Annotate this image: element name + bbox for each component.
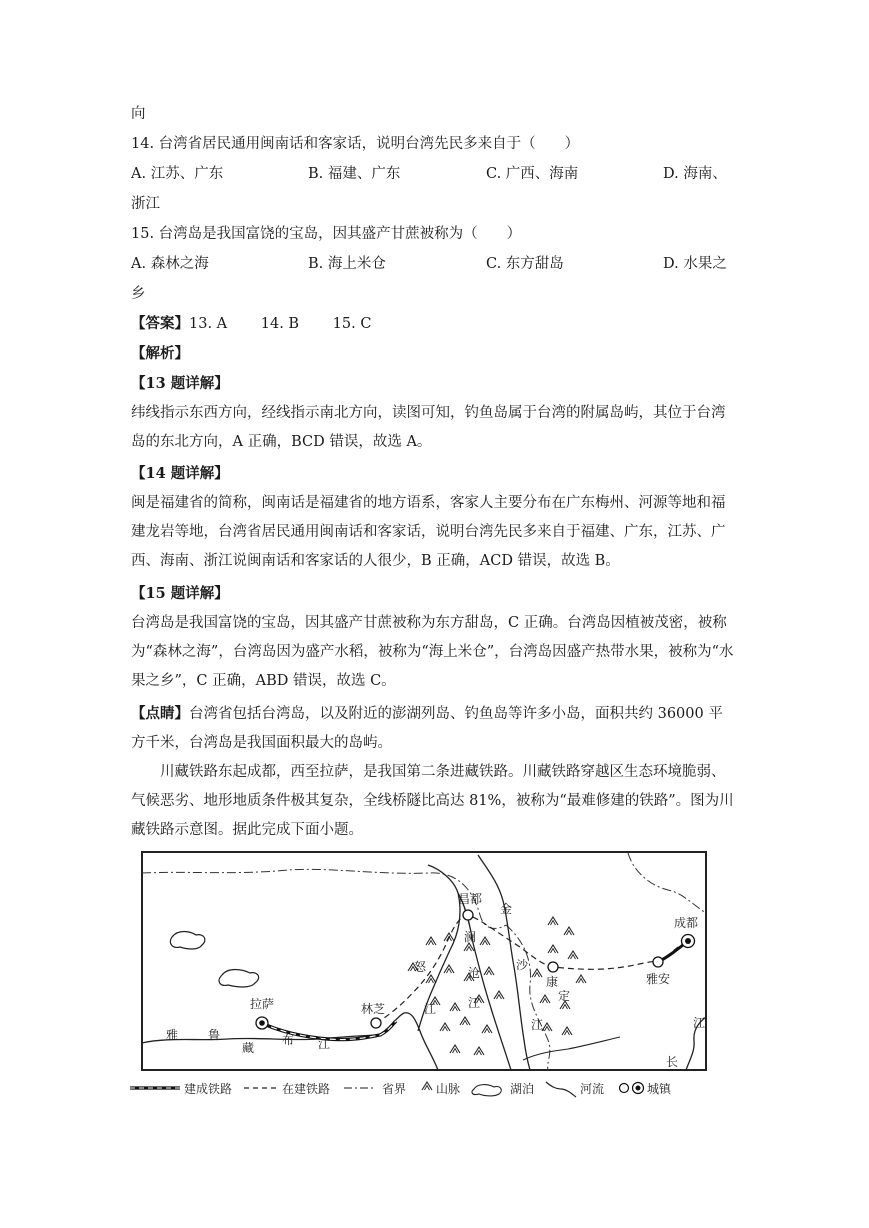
river-label-jinsha-2: 沙 [516, 958, 529, 972]
detail-13-label: 【13 题详解】 [131, 375, 229, 392]
lead-fragment: 向 [131, 106, 146, 122]
lake-2 [219, 970, 258, 988]
q14-option-a: A. 江苏、广东 [131, 166, 224, 182]
map-legend [130, 1081, 672, 1097]
city-label-changdu: 昌都 [458, 892, 483, 906]
q15-option-c: C. 东方甜岛 [486, 256, 564, 272]
answer-line [131, 314, 371, 334]
sichuan-tibet-railway-map [128, 845, 740, 1107]
legend-label-river: 河流 [580, 1082, 605, 1096]
legend-label-mountain: 山脉 [436, 1082, 461, 1096]
detail-15-text: 台湾岛是我国富饶的宝岛，因其盛产甘蔗被称为东方甜岛，C 正确。台湾岛因植被茂密，被称为“森林之海”，台湾岛因为盛产水稻，被称为“海上米仓”，台湾岛因盛产热带水果，被称为“水果之乡”，C 正确，ABD 错误，故选 C。 [131, 615, 734, 689]
detail-15-label: 【15 题详解】 [131, 585, 229, 602]
river-label-yangtze-1: 长 [666, 1055, 679, 1069]
legend-label-town: 城镇 [647, 1082, 672, 1096]
q15-option-b: B. 海上米仓 [308, 256, 386, 272]
detail-14-label: 【14 题详解】 [131, 465, 229, 482]
legend-label-lake: 湖泊 [510, 1082, 535, 1096]
analysis-label: 【解析】 [131, 345, 189, 362]
city-symbol-yaan [653, 957, 663, 967]
question-15-stem: 15. 台湾岛是我国富饶的宝岛，因其盛产甘蔗被称为（ ） [131, 226, 522, 242]
city-symbol-changdu [463, 910, 473, 920]
river-label-yarlung-3: 藏 [242, 1041, 255, 1055]
q15-option-d: D. 水果之 [663, 256, 727, 272]
legend-symbol-city-dot [636, 1086, 641, 1091]
legend-label-built-railway: 建成铁路 [184, 1082, 233, 1096]
city-symbol-linzhi [371, 1018, 381, 1028]
q14-option-d-wrap: 浙江 [131, 196, 160, 212]
city-label-lhasa: 拉萨 [250, 997, 275, 1011]
river-label-nu-1: 怒 [414, 960, 427, 974]
city-label-kangding-1: 康 [546, 975, 559, 989]
river-label-nu-2: 江 [424, 1002, 437, 1016]
city-label-linzhi: 林芝 [361, 1002, 386, 1016]
legend-label-province-boundary: 省界 [382, 1082, 407, 1096]
legend-symbol-lake [472, 1085, 501, 1096]
answer-label: 【答案】 [131, 315, 189, 332]
river-label-yarlung-5: 江 [318, 1037, 331, 1051]
river-label-yarlung-1: 雅 [166, 1028, 179, 1042]
tip-text: 台湾省包括台湾岛，以及附近的澎湖列岛、钓鱼岛等许多小岛，面积共约 36000 平方千米，台湾岛是我国面积最大的岛屿。 [131, 706, 723, 751]
city-symbol-kangding [548, 962, 558, 972]
city-label-chengdu: 成都 [674, 916, 699, 930]
tip-label: 【点睛】 [131, 705, 189, 722]
detail-13-text: 纬线指示东西方向，经线指示南北方向，读图可知，钓鱼岛属于台湾的附属岛屿，其位于台湾岛的东北方向，A 正确，BCD 错误，故选 A。 [131, 405, 726, 450]
river-label-lancang-2: 沧 [468, 966, 481, 980]
river-label-yarlung-4: 布 [282, 1033, 295, 1047]
legend-symbol-mountain [422, 1082, 432, 1090]
river-label-lancang-3: 江 [468, 996, 481, 1010]
river-label-jinsha-3: 江 [531, 1018, 544, 1032]
city-label-kangding-2: 定 [558, 989, 571, 1003]
q14-option-b: B. 福建、广东 [308, 166, 401, 182]
q15-option-a: A. 森林之海 [131, 256, 209, 272]
question-14-stem: 14. 台湾省居民通用闽南话和客家话，说明台湾先民多来自于（ ） [131, 136, 580, 152]
legend-symbol-river [546, 1082, 576, 1097]
legend-symbol-town [620, 1084, 629, 1093]
river-label-yangtze-2: 江 [693, 1016, 706, 1030]
river-label-lancang-1: 澜 [464, 930, 477, 944]
q14-option-d: D. 海南、 [663, 166, 727, 182]
intro-paragraph: 川藏铁路东起成都，西至拉萨，是我国第二条进藏铁路。川藏铁路穿越区生态环境脆弱、气候恶劣、地形地质条件极其复杂，全线桥隧比高达 81%，被称为“最难修建的铁路”。图为川藏铁路示意图。据此完成下面小题。 [131, 764, 734, 838]
city-dot-lhasa [259, 1020, 265, 1026]
city-label-yaan: 雅安 [646, 972, 671, 986]
answer-text: 13. A 14. B 15. C [189, 316, 372, 332]
q14-option-c: C. 广西、海南 [486, 166, 579, 182]
river-label-yarlung-2: 鲁 [208, 1028, 221, 1042]
q15-option-d-wrap: 乡 [131, 286, 146, 302]
legend-label-railway-under-construction: 在建铁路 [282, 1082, 331, 1096]
city-dot-chengdu [685, 938, 691, 944]
tip-paragraph [131, 699, 736, 758]
lake-1 [170, 932, 204, 950]
river-label-jinsha-1: 金 [500, 902, 513, 916]
detail-14-text: 闽是福建省的简称，闽南话是福建省的地方语系，客家人主要分布在广东梅州、河源等地和福建龙岩等地，台湾省居民通用闽南话和客家话，说明台湾先民多来自于福建、广东，江苏、广西、海南、浙江说闽南话和客家话的人很少，B 正确，ACD 错误，故选 B。 [131, 495, 726, 569]
